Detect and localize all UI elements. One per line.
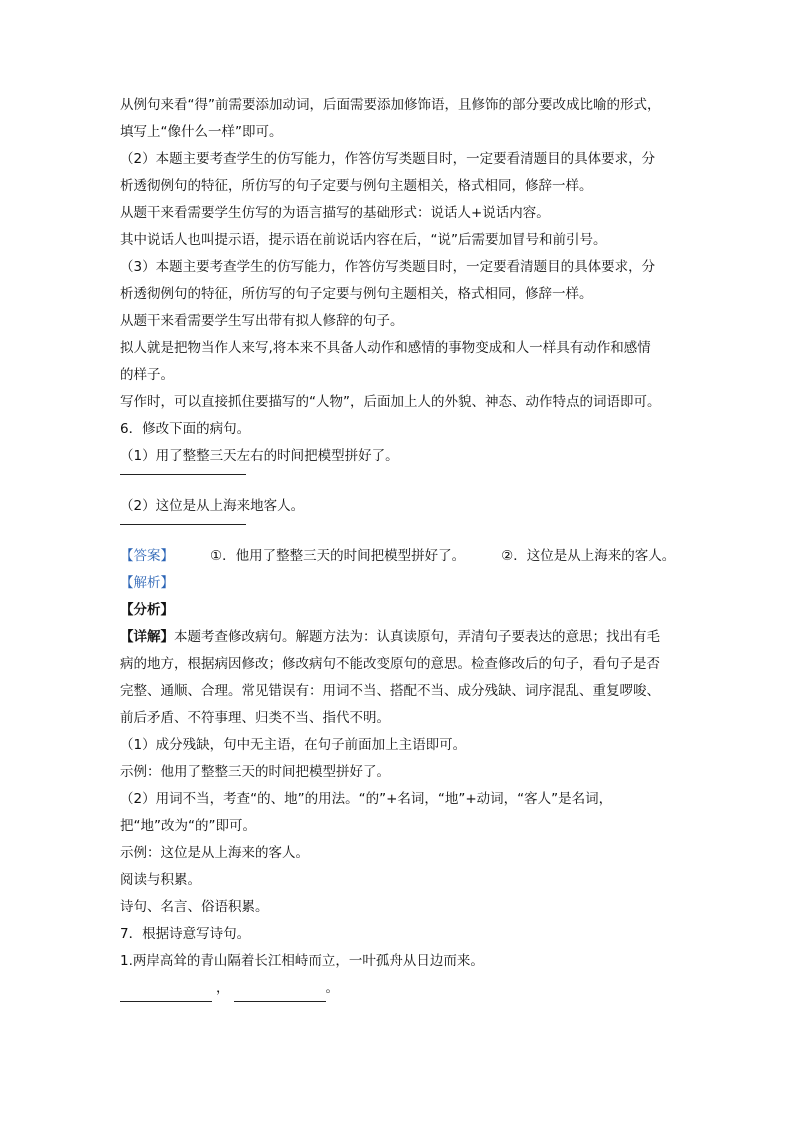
paragraph-line: 完整、通顺、合理。常见错误有：用词不当、搭配不当、成分残缺、词序混乱、重复啰唆、 bbox=[120, 683, 660, 699]
section-title: 阅读与积累。 bbox=[120, 872, 201, 888]
section-subtitle: 诗句、名言、俗语积累。 bbox=[120, 899, 269, 915]
answer-item: ①．他用了整整三天的时间把模型拼好了。 bbox=[210, 548, 466, 564]
question-item: （2）这位是从上海来地客人。 bbox=[120, 498, 305, 514]
fill-blank[interactable] bbox=[234, 986, 326, 1002]
period-text: 。 bbox=[325, 980, 339, 996]
paragraph-line: （3）本题主要考查学生的仿写能力，作答仿写类题目时，一定要看清题目的具体要求，分 bbox=[120, 259, 656, 275]
paragraph-line: 前后矛盾、不符事理、归类不当、指代不明。 bbox=[120, 710, 390, 726]
answer-row bbox=[120, 543, 680, 570]
comma-text: ， bbox=[216, 980, 230, 996]
paragraph-line: 病的地方，根据病因修改；修改病句不能改变原句的意思。检查修改后的句子，看句子是否 bbox=[120, 656, 660, 672]
paragraph-line: 写作时，可以直接抓住要描写的“人物”，后面加上人的外貌、神态、动作特点的词语即可。 bbox=[120, 394, 661, 410]
paragraph-line: 从例句来看“得”前需要添加动词，后面需要添加修饰语，且修饰的部分要改成比喻的形式， bbox=[120, 97, 661, 113]
paragraph-line: 其中说话人也叫提示语，提示语在前说话内容在后，“说”后需要加冒号和前引号。 bbox=[120, 232, 607, 248]
fill-in-row bbox=[120, 975, 680, 1002]
paragraph-line: 把“地”改为“的”即可。 bbox=[120, 818, 256, 834]
paragraph-line: 拟人就是把物当作人来写,将本来不具备人动作和感情的事物变成和人一样具有动作和感情 bbox=[120, 340, 651, 356]
document-content bbox=[120, 92, 680, 1002]
answer-item: ②．这位是从上海来的客人。 bbox=[501, 548, 676, 564]
detail-text: 本题考查修改病句。解题方法为：认真读原句，弄清句子要表达的意思；找出有毛 bbox=[174, 629, 660, 645]
paragraph-line: 填写上“像什么一样”即可。 bbox=[120, 124, 283, 140]
paragraph-line: 析透彻例句的特征，所仿写的句子定要与例句主题相关，格式相同，修辞一样。 bbox=[120, 286, 593, 302]
paragraph-line: 析透彻例句的特征，所仿写的句子定要与例句主题相关，格式相同，修辞一样。 bbox=[120, 178, 593, 194]
detail-tag: 【详解】 bbox=[120, 629, 174, 645]
paragraph-line: 从题干来看需要学生仿写的为语言描写的基础形式：说话人+说话内容。 bbox=[120, 205, 550, 221]
paragraph-line: 的样子。 bbox=[120, 367, 174, 383]
detail-line bbox=[120, 624, 680, 651]
paragraph-line: 示例：他用了整整三天的时间把模型拼好了。 bbox=[120, 764, 390, 780]
paragraph-line: （2）用词不当，考查“的、地”的用法。“的”+名词，“地”+动词，“客人”是名词， bbox=[120, 791, 613, 807]
question-title: 7．根据诗意写诗句。 bbox=[120, 926, 251, 942]
question-title: 6．修改下面的病句。 bbox=[120, 421, 251, 437]
question-item: 1.两岸高耸的青山隔着长江相峙而立，一叶孤舟从日边而来。 bbox=[120, 953, 484, 969]
question-item: （1）用了整整三天左右的时间把模型拼好了。 bbox=[120, 448, 399, 464]
answer-tag: 【答案】 bbox=[120, 548, 174, 564]
paragraph-line: （1）成分残缺，句中无主语，在句子前面加上主语即可。 bbox=[120, 737, 467, 753]
paragraph-line: （2）本题主要考查学生的仿写能力，作答仿写类题目时，一定要看清题目的具体要求，分 bbox=[120, 151, 656, 167]
paragraph-line: 从题干来看需要学生写出带有拟人修辞的句子。 bbox=[120, 313, 404, 329]
fill-blank[interactable] bbox=[120, 986, 212, 1002]
paragraph-line: 示例：这位是从上海来的客人。 bbox=[120, 845, 309, 861]
analysis-subtag: 【分析】 bbox=[120, 602, 174, 618]
analysis-tag: 【解析】 bbox=[120, 575, 174, 591]
